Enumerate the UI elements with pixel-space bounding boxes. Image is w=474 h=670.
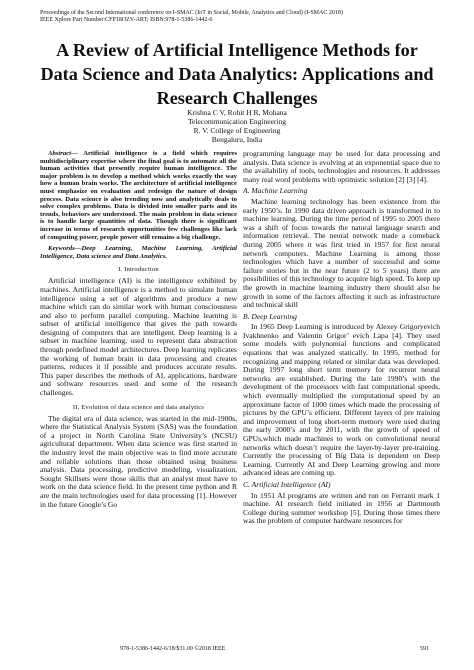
abstract-label: Abstract <box>48 150 72 157</box>
evolution-text: The digital era of data science, was started in the mid-1900s, where the Statistical Analysis System (SAS) was the foundation of a project in North Carolina State University’s (NCSU) agricultural department. When data science was first started in the industry level the main objective was to find more accurate and reliable solutions than those obtained using business analysis. Data processing, predictive modeling, visualization, Sought Skillsets were those skills that an analyst must have to work on the data science field. In the present time python and R are the main technologies used for data processing [1]. However in the future Google’s Go <box>40 413 237 509</box>
footer-copyright: 978-1-5386-1442-6/18/$31.00 ©2018 IEEE <box>120 646 226 652</box>
conference-header-line1: Proceedings of the Second International conference on I-SMAC (IoT in Social, Mobile, Analytics and Cloud) (I-SMAC 2018) <box>40 10 343 16</box>
author-names: Krishna C V, Rohit H R, Mohana <box>187 108 287 117</box>
paper-title-line2: Data Science and Data Analytics: Applications and <box>40 64 434 84</box>
paper-title-line3: Research Challenges <box>156 88 318 108</box>
subsection-heading-ai: C. Artificial Intelligence (AI) <box>243 479 331 489</box>
subsection-heading-deep-learning: B. Deep Learning <box>243 311 297 321</box>
left-column <box>40 150 237 509</box>
keywords: Keywords—Deep Learning, Machine Learning, Artificial Intelligence, Data science and Data Analytics. <box>40 245 237 260</box>
author-city: Bengaluru, India <box>211 135 263 144</box>
section-heading-evolution: II. Evolution of data science and data analytics <box>72 403 205 411</box>
author-college: R. V. College of Engineering <box>193 126 281 135</box>
continued-text: programming language may be used for data processing and analysis. Data science is evolving at an exponential space due to the availability of tools, technologies and resources. It addresses many real word problems with optimistic solution [2] [3] [4]. <box>243 149 440 184</box>
machine-learning-text: Machine learning technology has been existence from the early 1950’s. In 1990 data driven approach is transformed in to machine learning. During the time period of 1995 to 2005 there was a shift of focus towards the natural language search and information retrieval. The neural network made a comeback during 2005 where it was first tried in 1957 for first neural network computers. Machine Learning is among those technologies which have a number of successful and some failure stories but in the near future (2 to 5 years) there are possibilities of this technology to acquire high speed. To keep up the growth in machine learning industry there should also be growth in some of the factors affecting it such as infrastructure and technical skill <box>243 196 440 310</box>
section-heading-introduction: I. Introduction <box>118 266 159 274</box>
paper-title-line1: A Review of Artificial Intelligence Methods for <box>56 40 418 60</box>
introduction-text: Artificial intelligence (AI) is the intelligence exhibited by machines. Artificial intelligence is a method to simulate human intelligence using a set of algorithms and produce a new machine which can do similar work with human consciousness and also to perform parallel computing. Machine learning is subset of artificial intelligence that gives the path towards designing of computers that are intelligent. Deep learning is a subset in machine learning, used to represent data abstraction through predefined model architectures. Deep learning replicates the working of human brain in data processing and creates patterns, reduces it if possible and produces accurate results. This paper describes the methods of AI, applications, hardware and software resources used and some of the research challenges. <box>40 276 237 398</box>
abstract-text: — Artificial intelligence is a field which requires multidisciplinary expertise where the final goal is to automate all the human activities that presently require human intelligence. The major problem is to develop a method which works exactly the way how a human brain works. The architecture of artificial intelligence must emphasize on evaluation and redesign the nature of design process. Data science is also trending now and analytically deals to solve complex problems. Data is divided into smaller parts and its trends, behaviors are understood. The main problem in data science is to handle large quantities of data. Though there is significant increase in terms of research opportunities few challenges like lack of computing power, people power still remains a big challenge. <box>40 150 237 241</box>
ai-text: In 1951 AI programs are written and run on Ferranti mark 1 machine. AI research field initiated in 1956 at Dartmouth College during summer workshop [5]. During those times there was the problem of computer hardware resources for <box>243 490 440 526</box>
abstract <box>40 150 237 241</box>
conference-header-line2: IEEE Xplore Part Number:CFP18OZV-ART; ISBN:978-1-5386-1442-6 <box>40 17 213 23</box>
right-column <box>243 150 440 526</box>
author-department: Telecommunication Engineering <box>188 117 286 126</box>
page-number: 591 <box>420 646 429 652</box>
deep-learning-text: In 1965 Deep Learning is introduced by Alexey Grigoryevich Ivakhnenko and Valentin Grigor’ evich Lapa [4]. They used some models with polynomial functions and complicated equations that was analyzed statically. In 1995, method for recognizing and mapping related or similar data was developed. During 1997 long short term memory for recurrent neural networks are established. During the late 1990’s with the development of the processors with fast computational speeds, which eventually multiplied the computational speed by an approximate factor of 1000 times which made the processing of pictures by the GPU’s efficient. Different layers of pre training and improvement of long short-term memory were used during the early 2000’s and by 2011, with the growth of speed of GPUs,which made machines to work on convolutional neural networks which doesn’t require the layer-by-layer pre-training. Currently the processing of Big Data is dependent on Deep Learning. Currently AI and Deep Learning growing and more advanced ideas are coming up. <box>243 322 440 478</box>
subsection-heading-machine-learning: A. Machine Learning <box>243 186 308 196</box>
